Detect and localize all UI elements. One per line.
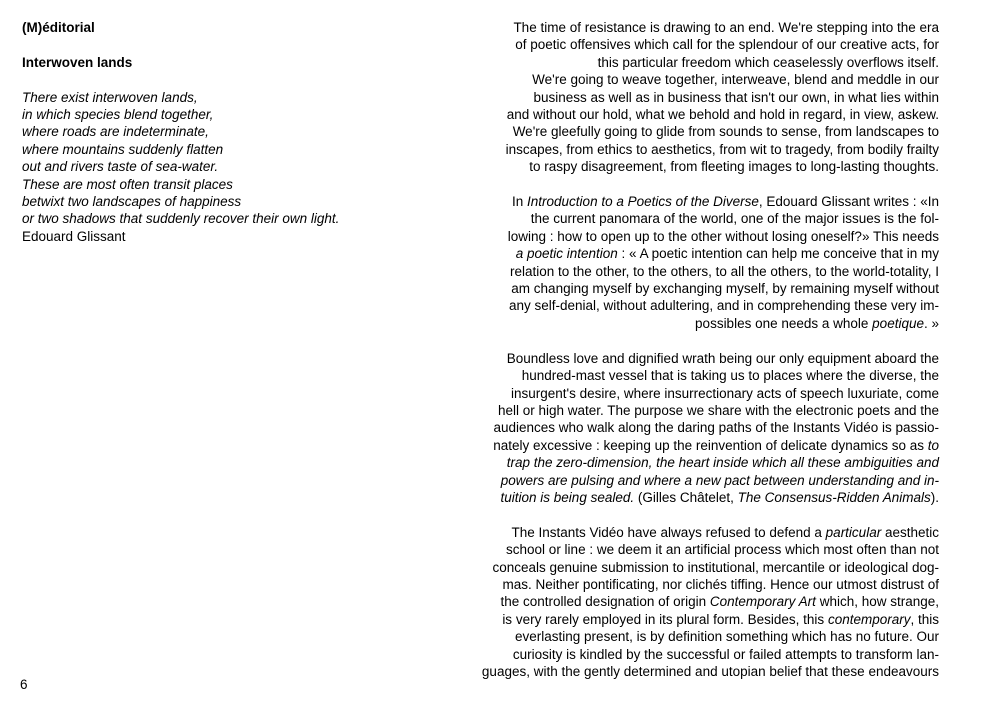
text-line: The time of resistance is drawing to an end. We're stepping into the era	[513, 20, 939, 35]
poem-line: There exist interwoven lands,	[22, 89, 198, 105]
text-line: audiences who walk along the daring paths of the Instants Vidéo is passio-	[493, 420, 939, 436]
left-column	[22, 19, 442, 245]
text-line: In Introduction to a Poetics of the Diverse, Edouard Glissant writes : «In	[512, 194, 939, 210]
page-number: 6	[20, 677, 28, 692]
text-line: curiosity is kindled by the successful or failed attempts to transform lan-	[512, 646, 939, 662]
text-line: inscapes, from ethics to aesthetics, from wit to tragedy, from bodily frailty	[505, 141, 939, 157]
text-line: hell or high water. The purpose we share with the electronic poets and the	[497, 402, 939, 418]
text-line: this particular freedom which ceaselessly overflows itself.	[597, 54, 939, 70]
right-column	[419, 19, 939, 680]
text-line: mas. Neither pontificating, nor clichés tiffing. Hence our utmost distrust of	[502, 576, 939, 592]
text-line: relation to the other, to the others, to all the others, to the world-totality, I	[510, 263, 939, 279]
text-line: hundred-mast vessel that is taking us to places where the diverse, the	[521, 368, 939, 384]
paragraph-1	[419, 19, 939, 176]
text-line: any self-denial, without adultering, and in comprehending these very im-	[509, 298, 939, 314]
poem-line: These are most often transit places	[22, 176, 233, 192]
text-line: is very rarely employed in its plural form. Besides, this contemporary, this	[502, 611, 939, 627]
text-line: to raspy disagreement, from fleeting images to long-lasting thoughts.	[529, 159, 939, 175]
text-line: a poetic intention : « A poetic intention can help me conceive that in my	[515, 246, 939, 262]
paragraph-4	[419, 524, 939, 681]
epigraph-poem	[22, 89, 442, 246]
poem-line: in which species blend together,	[22, 107, 214, 122]
poem-author: Edouard Glissant	[22, 228, 126, 244]
section-title: Interwoven lands	[22, 54, 133, 70]
poem-line: where roads are indeterminate,	[22, 124, 209, 140]
text-line: of poetic offensives which call for the splendour of our creative acts, for	[515, 37, 939, 53]
text-line: the current panomara of the world, one of the major issues is the fol-	[530, 211, 939, 227]
text-line: everlasting present, is by definition something which has no future. Our	[515, 629, 939, 645]
text-line: school or line : we deem it an artificial process which most often than not	[506, 542, 939, 558]
text-line: insurgent's desire, where insurrectionary acts of speech luxuriate, come	[510, 385, 939, 401]
text-line: tuition is being sealed. (Gilles Châtelet, The Consensus-Ridden Animals).	[500, 489, 939, 505]
paragraph-2	[419, 193, 939, 332]
poem-line: where mountains suddenly flatten	[22, 141, 224, 157]
poem-line: betwixt two landscapes of happiness	[22, 194, 242, 210]
text-line: the controlled designation of origin Contemporary Art which, how strange,	[500, 594, 939, 610]
poem-line: out and rivers taste of sea-water.	[22, 159, 219, 175]
text-line: nately excessive : keeping up the reinvention of delicate dynamics so as to	[493, 437, 939, 453]
text-line: guages, with the gently determined and utopian belief that these endeavours	[481, 663, 939, 679]
text-line: We're going to weave together, interweave, blend and meddle in our	[532, 72, 939, 88]
text-line: am changing myself by exchanging myself, by remaining myself without	[511, 281, 939, 297]
text-line: We're gleefully going to glide from sounds to sense, from landscapes to	[512, 124, 939, 140]
text-line: conceals genuine submission to institutional, mercantile or ideological dog-	[492, 559, 939, 575]
text-line: lowing : how to open up to the other without losing oneself?» This needs	[507, 228, 939, 244]
text-line: possibles one needs a whole poetique. »	[695, 315, 939, 331]
text-line: powers are pulsing and where a new pact between understanding and in-	[500, 472, 939, 488]
paragraph-3	[419, 350, 939, 507]
poem-line: or two shadows that suddenly recover their own light.	[22, 211, 340, 227]
text-line: Boundless love and dignified wrath being our only equipment aboard the	[506, 350, 939, 366]
editorial-heading: (M)éditorial	[22, 20, 95, 35]
text-line: The Instants Vidéo have always refused to defend a particular aesthetic	[511, 524, 939, 540]
text-line: and without our hold, what we behold and hold in regard, in view, askew.	[506, 107, 939, 123]
text-line: business as well as in business that isn't our own, in what lies within	[533, 89, 939, 105]
text-line: trap the zero-dimension, the heart inside which all these ambiguities and	[506, 455, 939, 471]
